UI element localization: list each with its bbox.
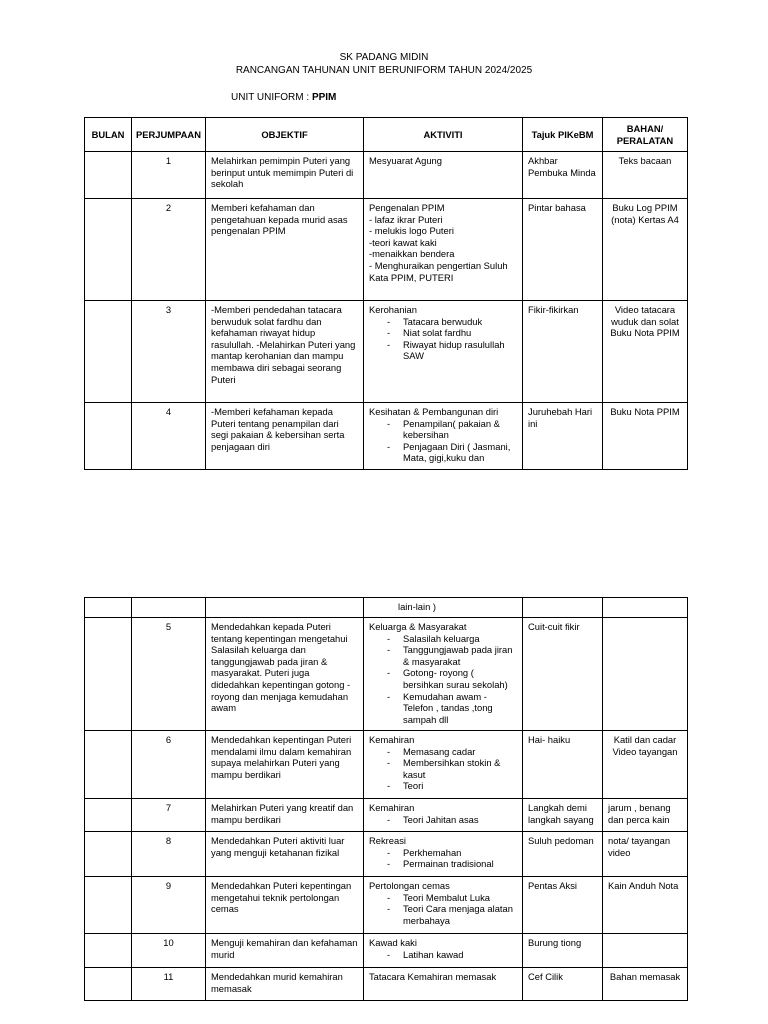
- aktiviti-title: Tatacara Kemahiran memasak: [369, 971, 497, 982]
- aktiviti-list: [369, 316, 517, 362]
- cell-tajuk: Langkah demi langkah sayang: [523, 799, 603, 832]
- aktiviti-list: [369, 746, 517, 792]
- col-header-perjumpaan: PERJUMPAAN: [132, 118, 206, 152]
- aktiviti-item: - Tanggungjawab pada jiran & masyarakat: [369, 644, 517, 667]
- unit-name: PPIM: [311, 92, 337, 103]
- cell-aktiviti: [364, 403, 523, 470]
- aktiviti-title: Kemahiran: [369, 734, 415, 745]
- cell-bulan: [85, 152, 132, 199]
- aktiviti-item: - Perkhemahan: [369, 847, 517, 859]
- table-row: [85, 152, 688, 199]
- cell-aktiviti: [364, 799, 523, 832]
- cell-tajuk: [523, 598, 603, 618]
- cell-bulan: [85, 598, 132, 618]
- cell-objektif: Mendedahkan murid kemahiran memasak: [206, 968, 364, 1001]
- cell-objektif: Mendedahkan Puteri kepentingan mengetahui teknik pertolongan cemas: [206, 877, 364, 934]
- cell-bulan: [85, 968, 132, 1001]
- cell-bulan: [85, 832, 132, 877]
- cell-bulan: [85, 877, 132, 934]
- aktiviti-title: Mesyuarat Agung: [369, 155, 442, 166]
- cell-bulan: [85, 301, 132, 403]
- aktiviti-line: -menaikkan bendera: [369, 248, 455, 260]
- aktiviti-item: - Teori Cara menjaga alatan merbahaya: [369, 903, 517, 926]
- table-row: [85, 731, 688, 799]
- document-header: [0, 51, 768, 77]
- cell-aktiviti: [364, 934, 523, 968]
- table-row-continuation: [85, 598, 688, 618]
- aktiviti-item: - Membersihkan stokin & kasut: [369, 757, 517, 780]
- cell-bahan: Bahan memasak: [603, 968, 688, 1001]
- cell-bahan: [603, 598, 688, 618]
- aktiviti-item: - Riwayat hidup rasulullah SAW: [369, 339, 517, 362]
- cell-tajuk: Juruhebah Hari ini: [523, 403, 603, 470]
- aktiviti-line: -teori kawat kaki: [369, 236, 437, 248]
- cell-objektif: Mendedahkan kepada Puteri tentang kepentingan mengetahui Salasilah keluarga dan tanggungjawab pada jiran & masyarakat. Puteri juga didedahkan kepentingan gotong -royong dan menjaga kemudahan awam: [206, 618, 364, 731]
- cell-bahan: [603, 618, 688, 731]
- aktiviti-list: [369, 633, 517, 726]
- cell-tajuk: Suluh pedoman: [523, 832, 603, 877]
- cell-bahan: Video tatacara wuduk dan solat Buku Nota PPIM: [603, 301, 688, 403]
- cell-aktiviti: [364, 832, 523, 877]
- aktiviti-title: Kesihatan & Pembangunan diri: [369, 406, 499, 417]
- cell-perjumpaan: 8: [132, 832, 206, 877]
- cell-perjumpaan: 11: [132, 968, 206, 1001]
- cell-perjumpaan: 5: [132, 618, 206, 731]
- cell-tajuk: Hai- haiku: [523, 731, 603, 799]
- cell-objektif: Mendedahkan kepentingan Puteri mendalami ilmu dalam kemahiran supaya melahirkan Puteri yang mampu berdikari: [206, 731, 364, 799]
- aktiviti-continuation: lain-lain ): [398, 601, 437, 612]
- aktiviti-title: Rekreasi: [369, 835, 406, 846]
- cell-bulan: [85, 934, 132, 968]
- cell-perjumpaan: 6: [132, 731, 206, 799]
- cell-objektif: Melahirkan Puteri yang kreatif dan mampu berdikari: [206, 799, 364, 832]
- aktiviti-line: - lafaz ikrar Puteri: [369, 213, 443, 225]
- aktiviti-title: Pertolongan cemas: [369, 880, 450, 891]
- cell-aktiviti: [364, 301, 523, 403]
- aktiviti-item: - Kemudahan awam - Telefon , tandas ,tong sampah dll: [369, 691, 517, 726]
- aktiviti-title: Kemahiran: [369, 802, 415, 813]
- aktiviti-list: [369, 418, 517, 464]
- cell-tajuk: Burung tiong: [523, 934, 603, 968]
- aktiviti-list: [369, 847, 517, 870]
- cell-bahan: Teks bacaan: [603, 152, 688, 199]
- aktiviti-item: - Penjagaan Diri ( Jasmani, Mata, gigi,kuku dan: [369, 441, 517, 464]
- cell-tajuk: Akhbar Pembuka Minda: [523, 152, 603, 199]
- table-row: [85, 403, 688, 470]
- aktiviti-item: - Teori: [369, 780, 517, 792]
- cell-aktiviti: [364, 598, 523, 618]
- aktiviti-list: [369, 814, 517, 826]
- cell-bahan: [603, 934, 688, 968]
- aktiviti-item: - Teori Membalut Luka: [369, 892, 517, 904]
- cell-bahan: Kain Anduh Nota: [603, 877, 688, 934]
- aktiviti-item: - Salasilah keluarga: [369, 633, 517, 645]
- school-name: SK PADANG MIDIN: [339, 52, 429, 63]
- cell-bulan: [85, 403, 132, 470]
- cell-objektif: -Memberi pendedahan tatacara berwuduk solat fardhu dan kefahaman riwayat hidup rasulullah. -Melahirkan Puteri yang mantap kerohanian dan mampu membawa diri sebagai seorang Puteri: [206, 301, 364, 403]
- aktiviti-item: - Permainan tradisional: [369, 858, 517, 870]
- cell-bahan: Katil dan cadar Video tayangan: [603, 731, 688, 799]
- cell-perjumpaan: 3: [132, 301, 206, 403]
- aktiviti-list: [369, 949, 517, 961]
- aktiviti-title: Kerohanian: [369, 304, 417, 315]
- cell-perjumpaan: 4: [132, 403, 206, 470]
- aktiviti-line: Pengenalan PPIM: [369, 202, 445, 213]
- cell-bahan: nota/ tayangan video: [603, 832, 688, 877]
- cell-bahan: Buku Log PPIM (nota) Kertas A4: [603, 199, 688, 301]
- cell-tajuk: Pentas Aksi: [523, 877, 603, 934]
- cell-bulan: [85, 799, 132, 832]
- cell-perjumpaan: 1: [132, 152, 206, 199]
- col-header-objektif: OBJEKTIF: [206, 118, 364, 152]
- aktiviti-line: - melukis logo Puteri: [369, 225, 454, 237]
- cell-aktiviti: [364, 731, 523, 799]
- col-header-tajuk: Tajuk PIKeBM: [523, 118, 603, 152]
- cell-tajuk: Pintar bahasa: [523, 199, 603, 301]
- table-row: [85, 799, 688, 832]
- cell-perjumpaan: 7: [132, 799, 206, 832]
- cell-aktiviti: [364, 877, 523, 934]
- cell-bulan: [85, 199, 132, 301]
- aktiviti-line: - Menghuraikan pengertian Suluh Kata PPIM, PUTERI: [369, 259, 508, 283]
- cell-aktiviti: [364, 618, 523, 731]
- cell-tajuk: Fikir-fikirkan: [523, 301, 603, 403]
- cell-perjumpaan: 9: [132, 877, 206, 934]
- cell-perjumpaan: 2: [132, 199, 206, 301]
- aktiviti-item: - Memasang cadar: [369, 746, 517, 758]
- aktiviti-item: - Teori Jahitan asas: [369, 814, 517, 826]
- cell-aktiviti: [364, 968, 523, 1001]
- table-row: [85, 968, 688, 1001]
- aktiviti-list: [369, 892, 517, 927]
- document-title: RANCANGAN TAHUNAN UNIT BERUNIFORM TAHUN 2024/2025: [235, 65, 533, 76]
- cell-objektif: -Memberi kefahaman kepada Puteri tentang penampilan dari segi pakaian & kebersihan serta penjagaan diri: [206, 403, 364, 470]
- cell-tajuk: Cef Cilik: [523, 968, 603, 1001]
- table-row: [85, 199, 688, 301]
- col-header-aktiviti: AKTIVITI: [364, 118, 523, 152]
- aktiviti-item: - Tatacara berwuduk: [369, 316, 517, 328]
- cell-objektif: Menguji kemahiran dan kefahaman murid: [206, 934, 364, 968]
- table-row: [85, 877, 688, 934]
- cell-objektif: Memberi kefahaman dan pengetahuan kepada murid asas pengenalan PPIM: [206, 199, 364, 301]
- cell-aktiviti: [364, 199, 523, 301]
- cell-perjumpaan: 10: [132, 934, 206, 968]
- plan-table-page-2: [84, 597, 688, 1001]
- cell-bahan: Buku Nota PPIM: [603, 403, 688, 470]
- cell-objektif: Melahirkan pemimpin Puteri yang berinput untuk memimpin Puteri di sekolah: [206, 152, 364, 199]
- cell-bahan: jarum , benang dan perca kain: [603, 799, 688, 832]
- cell-objektif: [206, 598, 364, 618]
- aktiviti-item: - Penampilan( pakaian & kebersihan: [369, 418, 517, 441]
- table-header-row: [85, 118, 688, 152]
- table-row: [85, 301, 688, 403]
- cell-bulan: [85, 731, 132, 799]
- cell-aktiviti: [364, 152, 523, 199]
- cell-tajuk: Cuit-cuit fikir: [523, 618, 603, 731]
- col-header-bahan: BAHAN/ PERALATAN: [603, 118, 688, 152]
- aktiviti-title: Keluarga & Masyarakat: [369, 621, 467, 632]
- cell-bulan: [85, 618, 132, 731]
- table-row: [85, 934, 688, 968]
- cell-perjumpaan: [132, 598, 206, 618]
- unit-line: [231, 91, 336, 104]
- unit-label: UNIT UNIFORM :: [231, 92, 312, 103]
- aktiviti-item: - Gotong- royong ( bersihkan surau sekolah): [369, 667, 517, 690]
- cell-objektif: Mendedahkan Puteri aktiviti luar yang menguji ketahanan fizikal: [206, 832, 364, 877]
- aktiviti-item: - Niat solat fardhu: [369, 327, 517, 339]
- table-row: [85, 832, 688, 877]
- col-header-bulan: BULAN: [85, 118, 132, 152]
- table-row: [85, 618, 688, 731]
- plan-table-page-1: [84, 117, 688, 470]
- aktiviti-item: - Latihan kawad: [369, 949, 517, 961]
- aktiviti-title: Kawad kaki: [369, 937, 417, 948]
